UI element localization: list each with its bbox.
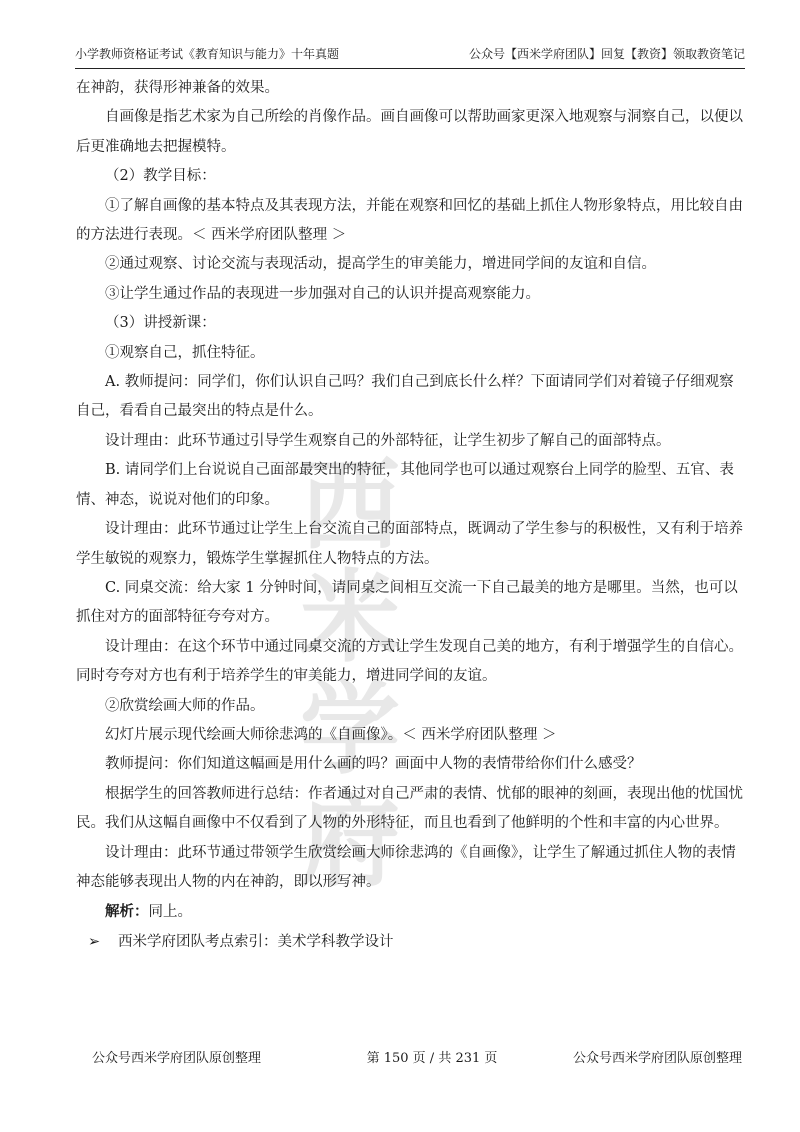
header-title: 小学教师资格证考试《教育知识与能力》十年真题 — [75, 47, 340, 61]
analysis-text: 同上。 — [148, 904, 192, 921]
bullet-item — [76, 928, 748, 957]
paragraph: ②欣赏绘画大师的作品。 — [105, 697, 265, 714]
document-body — [76, 74, 748, 957]
arrow-bullet-icon: ➢ — [88, 933, 101, 950]
paragraph: A. 教师提问：同学们，你们认识自己吗？我们自己到底长什么样？下面请同学们对着镜子仔细观察自己，看看自己最突出的特点是什么。 — [76, 374, 734, 420]
watermark: 西米学府 — [300, 447, 400, 900]
paragraph: 设计理由：此环节通过带领学生欣赏绘画大师徐悲鸿的《自画像》，让学生了解通过抓住人物的表情神态能够表现出人物的内在神韵，即以形写神。 — [76, 844, 736, 890]
page-footer — [92, 1047, 742, 1067]
bullet-text: 西米学府团队考点索引：美术学科教学设计 — [118, 933, 394, 950]
analysis — [76, 897, 748, 927]
analysis-label: 解析： — [105, 903, 149, 921]
paragraph: 设计理由：在这个环节中通过同桌交流的方式让学生发现自己美的地方，有利于增强学生的自信心。同时夸夸对方也有利于培养学生的审美能力，增进同学间的友谊。 — [76, 638, 743, 685]
paragraph: 在神韵，获得形神兼备的效果。 — [76, 80, 279, 96]
section-heading: （2）教学目标： — [105, 168, 216, 185]
section-heading: （3）讲授新课： — [105, 315, 216, 332]
paragraph: 幻灯片展示现代绘画大师徐悲鸿的《自画像》。＜ 西米学府团队整理 ＞ — [105, 726, 557, 743]
paragraph: ②通过观察、讨论交流与表现活动，提高学生的审美能力，增进同学间的友谊和自信。 — [105, 256, 656, 273]
paragraph: 设计理由：此环节通过让学生上台交流自己的面部特点，既调动了学生参与的积极性，又有利于培养学生敏锐的观察力，锻炼学生掌握抓住人物特点的方法。 — [76, 521, 743, 567]
paragraph: 自画像是指艺术家为自己所绘的肖像作品。画自画像可以帮助画家更深入地观察与洞察自己，以便以后更准确地去把握模特。 — [76, 109, 743, 155]
footer-left: 公众号西米学府团队原创整理 — [92, 1051, 262, 1066]
paragraph: ①了解自画像的基本特点及其表现方法，并能在观察和回忆的基础上抓住人物形象特点，用比较自由的方法进行表现。＜ 西米学府团队整理 ＞ — [76, 197, 743, 244]
paragraph: ③让学生通过作品的表现进一步加强对自己的认识并提高观察能力。 — [105, 285, 540, 302]
paragraph: B. 请同学们上台说说自己面部最突出的特征，其他同学也可以通过观察台上同学的脸型、五官、表情、神态，说说对他们的印象。 — [76, 462, 734, 508]
paragraph: 根据学生的回答教师进行总结：作者通过对自己严肃的表情、忧郁的眼神的刻画，表现出他的忧国忧民。我们从这幅自画像中不仅看到了人物的外形特征，而且也看到了他鲜明的个性和丰富的内心世界。 — [76, 785, 743, 832]
paragraph: ①观察自己，抓住特征。 — [105, 344, 265, 361]
paragraph: 教师提问：你们知道这幅画是用什么画的吗？画面中人物的表情带给你们什么感受？ — [105, 756, 642, 773]
paragraph: 设计理由：此环节通过引导学生观察自己的外部特征，让学生初步了解自己的面部特点。 — [105, 432, 671, 449]
paragraph: C. 同桌交流：给大家 1 分钟时间，请同桌之间相互交流一下自己最美的地方是哪里。当然，也可以抓住对方的面部特征夸夸对方。 — [76, 579, 738, 626]
footer-right: 公众号西米学府团队原创整理 — [572, 1051, 742, 1066]
header-promo: 公众号【西米学府团队】回复【教资】领取教资笔记 — [468, 47, 745, 61]
page-number: 第 150 页 / 共 231 页 — [366, 1051, 498, 1066]
page-header — [75, 40, 745, 69]
